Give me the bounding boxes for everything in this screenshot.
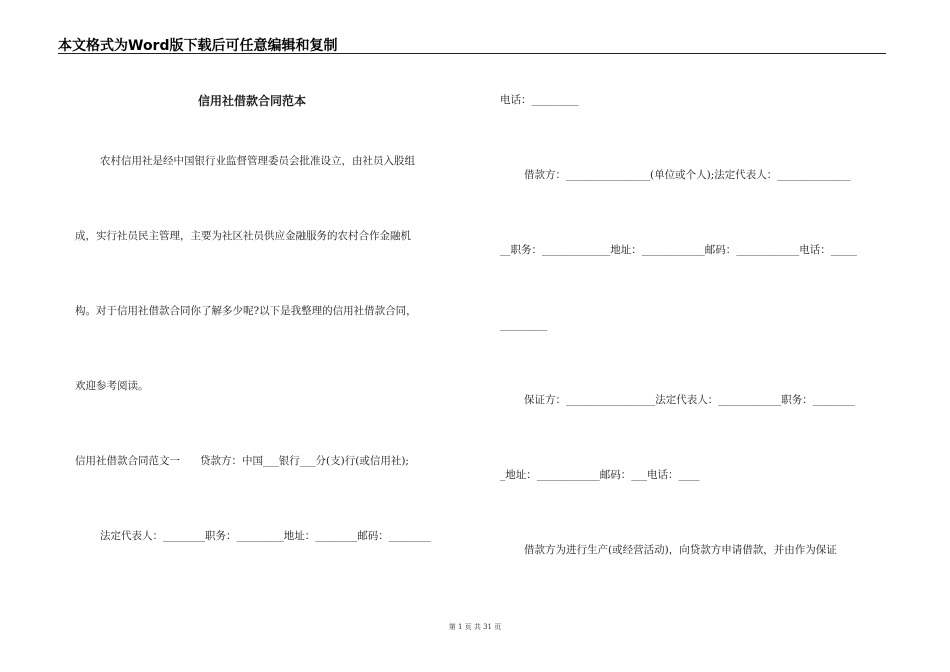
paragraph-line: 成，实行社员民主管理，主要为社区社员供应金融服务的农村合作金融机 xyxy=(75,230,411,242)
paragraph-line: 欢迎参考阅读。 xyxy=(75,380,149,392)
paragraph-line: 保证方：_________________法定代表人：____________职务：________ xyxy=(524,394,855,406)
paragraph-line: 借款方为进行生产(或经营活动)，向贷款方申请借款，并由作为保证 xyxy=(524,544,837,556)
page-footer: 第 1 页 共 31 页 xyxy=(448,623,502,631)
paragraph-line: 构。对于信用社借款合同你了解多少呢?以下是我整理的信用社借款合同， xyxy=(75,305,417,317)
paragraph-line: 信用社借款合同范文一 贷款方：中国___银行___分(支)行(或信用社); xyxy=(75,455,409,467)
paragraph-line: _________ xyxy=(500,319,548,331)
paragraph-line: _地址：____________邮码：___电话：____ xyxy=(500,469,700,481)
document-title: 信用社借款合同范本 xyxy=(198,94,307,108)
paragraph-line: 电话：_________ xyxy=(500,94,579,106)
document-banner xyxy=(58,33,886,54)
paragraph-line: 借款方：________________(单位或个人);法定代表人：______________ xyxy=(524,169,851,181)
banner-text: 本文格式为Word版下载后可任意编辑和复制 xyxy=(58,38,338,54)
paragraph-line: __职务：_____________地址：____________邮码：____________电话：_____ xyxy=(500,244,857,256)
paragraph-line: 法定代表人：________职务：_________地址：________邮码：________ xyxy=(100,530,431,542)
paragraph-line: 农村信用社是经中国银行业监督管理委员会批准设立，由社员入股组 xyxy=(100,155,415,167)
